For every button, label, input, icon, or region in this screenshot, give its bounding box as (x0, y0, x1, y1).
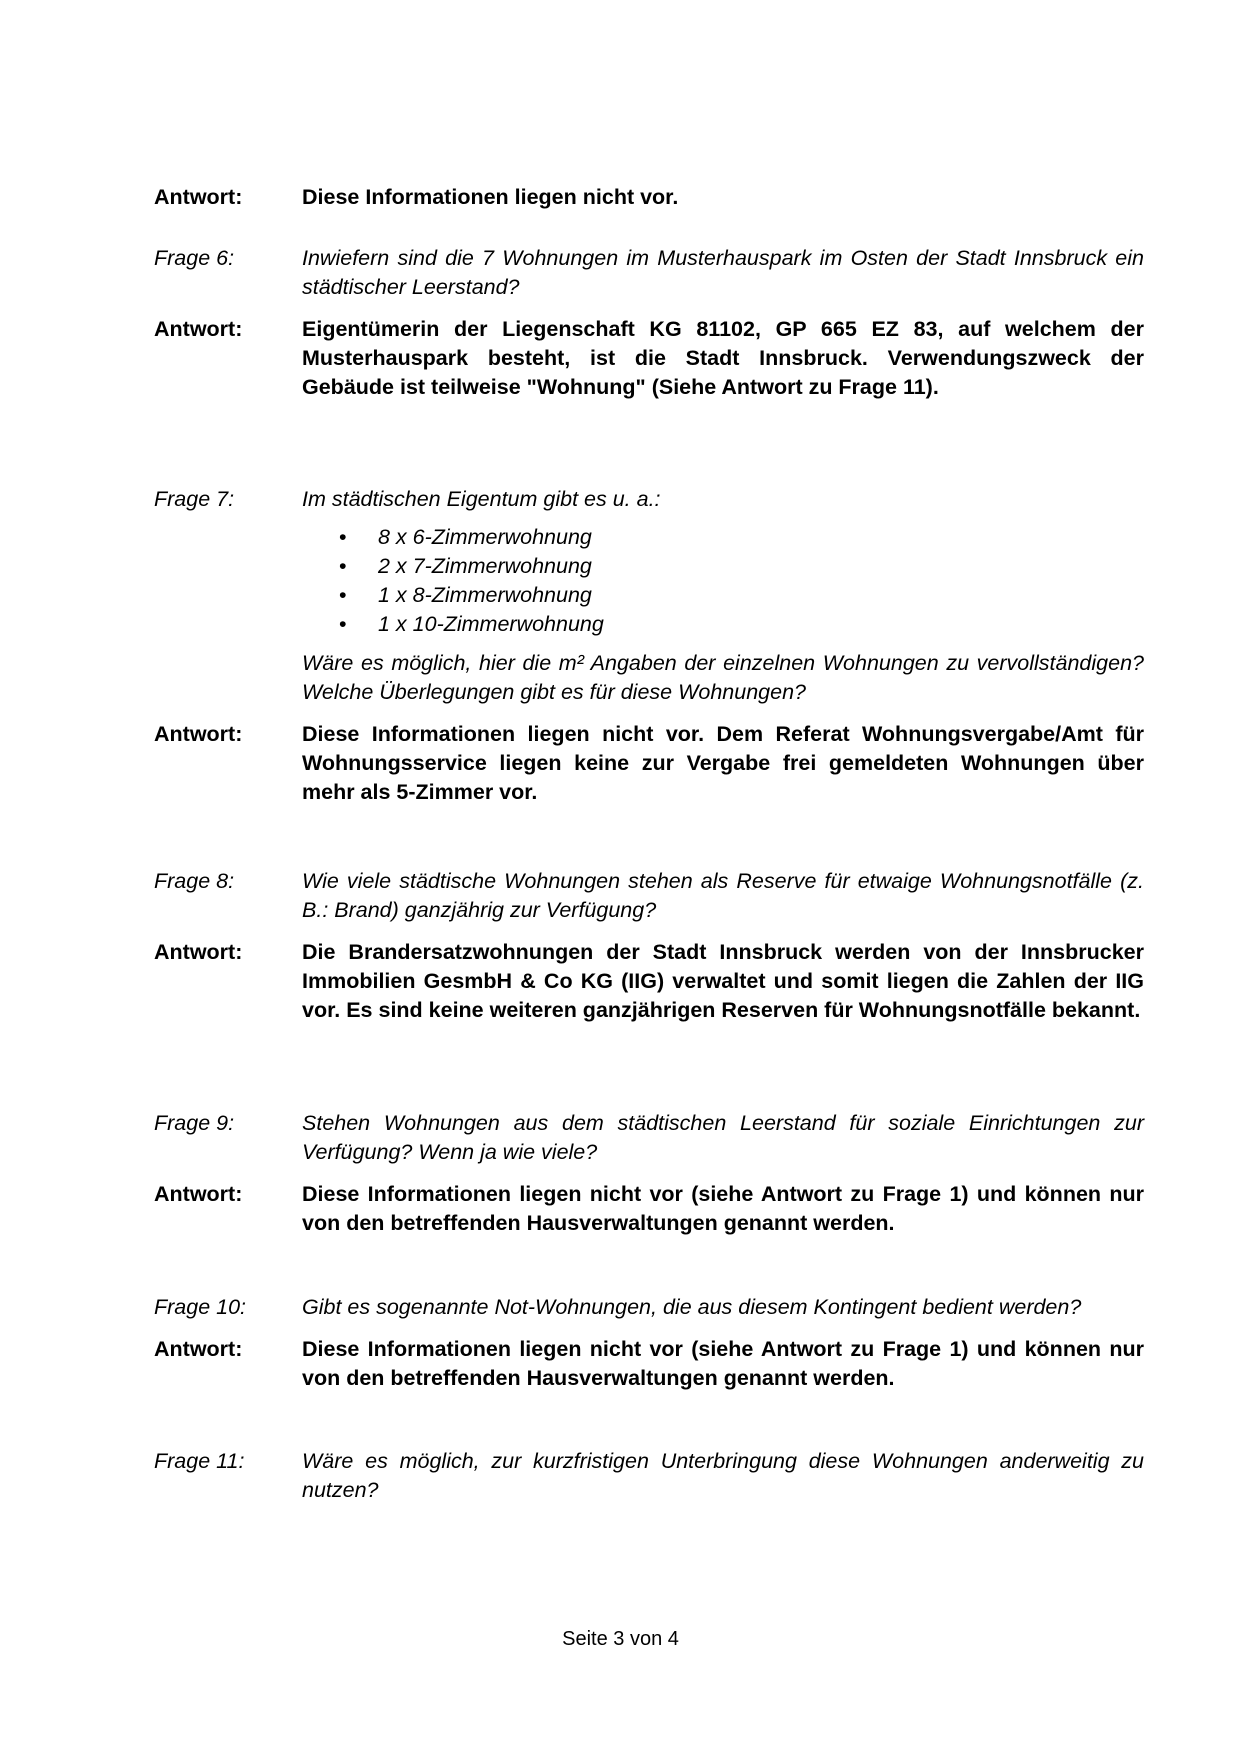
answer-text: Diese Informationen liegen nicht vor. Dem Referat Wohnungsvergabe/Amt für Wohnungsservice liegen keine zur Vergabe frei gemeldeten Wohnungen über mehr als 5-Zimmer vor. (302, 722, 1144, 804)
question-text: Im städtischen Eigentum gibt es u. a.: (302, 487, 661, 511)
question-body (302, 485, 1144, 707)
question-text: Wäre es möglich, zur kurzfristigen Unterbringung diese Wohnungen anderweitig zu nutzen? (302, 1449, 1144, 1502)
question-followup-text: Wäre es möglich, hier die m² Angaben der einzelnen Wohnungen zu vervollständigen? Welche Überlegungen gibt es für diese Wohnungen? (302, 651, 1144, 704)
list-item: • 1 x 10-Zimmerwohnung (302, 610, 1144, 639)
answer-row (154, 315, 1144, 402)
answer-row (154, 720, 1144, 807)
question-label: Frage 9: (154, 1111, 235, 1135)
answer-label: Antwort: (154, 317, 243, 341)
question-text: Wie viele städtische Wohnungen stehen als Reserve für etwaige Wohnungsnotfälle (z. B.: Brand) ganzjährig zur Verfügung? (302, 869, 1144, 922)
question-label: Frage 6: (154, 246, 235, 270)
bullet-icon: • (339, 612, 347, 636)
answer-label: Antwort: (154, 1337, 243, 1361)
answer-row (154, 1180, 1144, 1238)
question-row (154, 867, 1144, 925)
question-row (154, 244, 1144, 302)
list-item: • 8 x 6-Zimmerwohnung (302, 523, 1144, 552)
list-item: • 1 x 8-Zimmerwohnung (302, 581, 1144, 610)
bullet-icon: • (339, 583, 347, 607)
apartment-list (302, 523, 1144, 639)
question-label: Frage 11: (154, 1449, 245, 1473)
question-text: Gibt es sogenannte Not-Wohnungen, die aus diesem Kontingent bedient werden? (302, 1295, 1082, 1319)
answer-text: Diese Informationen liegen nicht vor (siehe Antwort zu Frage 1) und können nur von den betreffenden Hausverwaltungen genannt werden. (302, 1182, 1144, 1235)
answer-text: Diese Informationen liegen nicht vor. (302, 185, 679, 209)
qa-block-6 (154, 244, 1144, 402)
qa-block-11 (154, 1447, 1144, 1505)
question-row (154, 485, 1144, 707)
answer-row (154, 938, 1144, 1025)
answer-label: Antwort: (154, 940, 243, 964)
answer-text: Die Brandersatzwohnungen der Stadt Innsbruck werden von der Innsbrucker Immobilien GesmbH & Co KG (IIG) verwaltet und somit liegen die Zahlen der IIG vor. Es sind keine weiteren ganzjährigen Reserven für Wohnungsnotfälle bekannt. (302, 940, 1144, 1022)
page-number: Seite 3 von 4 (562, 1628, 679, 1650)
qa-block-8 (154, 867, 1144, 1025)
answer-label: Antwort: (154, 722, 243, 746)
qa-block-9 (154, 1109, 1144, 1238)
qa-block-10 (154, 1293, 1144, 1393)
question-text: Stehen Wohnungen aus dem städtischen Leerstand für soziale Einrichtungen zur Verfügung? Wenn ja wie viele? (302, 1111, 1144, 1164)
answer-row (154, 1335, 1144, 1393)
question-label: Frage 7: (154, 487, 235, 511)
answer-text: Eigentümerin der Liegenschaft KG 81102, GP 665 EZ 83, auf welchem der Musterhauspark besteht, ist die Stadt Innsbruck. Verwendungszweck der Gebäude ist teilweise "Wohnung" (Siehe Antwort zu Frage 11). (302, 317, 1144, 399)
bullet-icon: • (339, 554, 347, 578)
question-row (154, 1447, 1144, 1505)
answer-block-5 (154, 183, 1144, 212)
question-row (154, 1109, 1144, 1167)
question-label: Frage 8: (154, 869, 235, 893)
answer-text: Diese Informationen liegen nicht vor (siehe Antwort zu Frage 1) und können nur von den betreffenden Hausverwaltungen genannt werden. (302, 1337, 1144, 1390)
question-text: Inwiefern sind die 7 Wohnungen im Musterhauspark im Osten der Stadt Innsbruck ein städtischer Leerstand? (302, 246, 1144, 299)
bullet-icon: • (339, 525, 347, 549)
qa-block-7 (154, 485, 1144, 807)
answer-label: Antwort: (154, 185, 243, 209)
question-row (154, 1293, 1144, 1322)
answer-row (154, 183, 1144, 212)
question-label: Frage 10: (154, 1295, 247, 1319)
list-item: • 2 x 7-Zimmerwohnung (302, 552, 1144, 581)
answer-label: Antwort: (154, 1182, 243, 1206)
